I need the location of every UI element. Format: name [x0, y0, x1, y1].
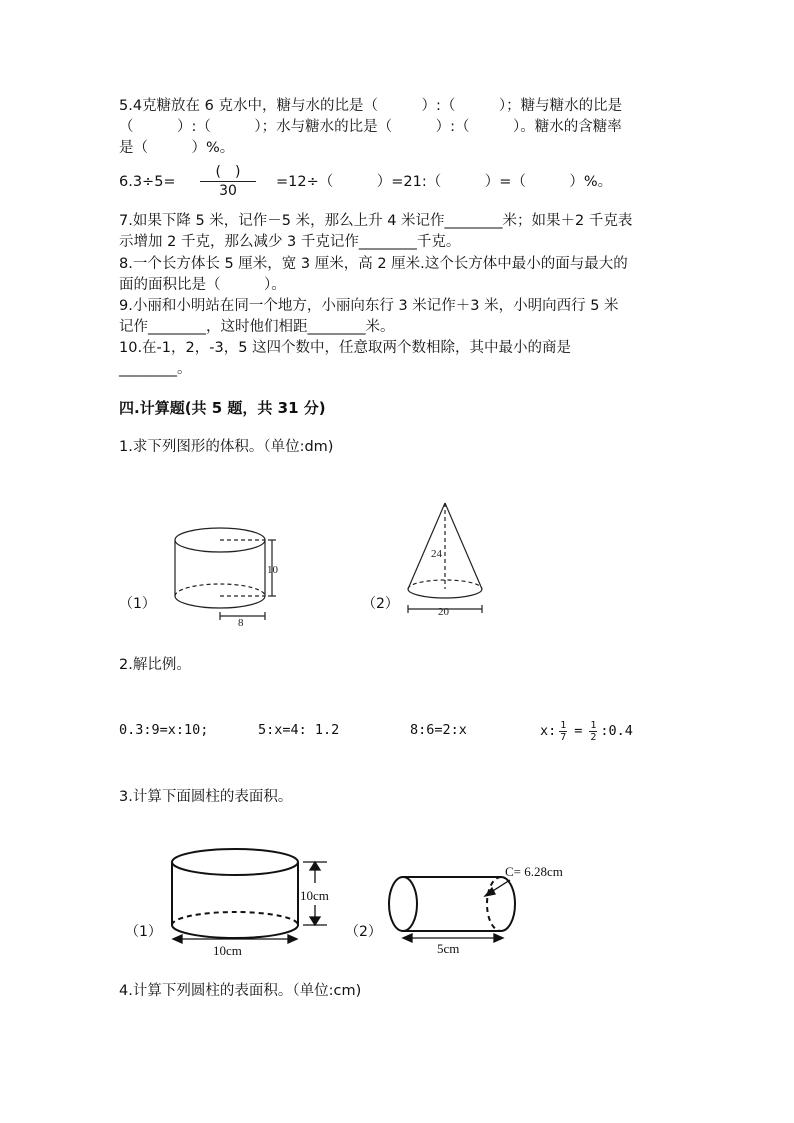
p3-fig2-length: 5cm: [437, 941, 460, 956]
q7-line-2: 示增加 2 千克，那么减少 3 千克记作________千克。: [119, 234, 461, 250]
p2-text: 2.解比例。: [119, 657, 191, 673]
p3-fig1-height: 10cm: [300, 888, 329, 903]
p2-equation-2: 5:x=4: 1.2: [258, 722, 340, 738]
q8-line-1: 8.一个长方体长 5 厘米，宽 3 厘米，高 2 厘米.这个长方体中最小的面与最大的: [119, 256, 628, 272]
p2-equation-3: 8:6=2:x: [410, 722, 467, 738]
q6-suffix: =12÷（ ）=21:（ ）=（ ）%。: [276, 174, 613, 190]
q6-fraction-numerator: ( ): [215, 164, 241, 180]
p2-eq4-tail: :0.4: [600, 723, 633, 739]
p3-fig1-label: （1）: [125, 924, 162, 940]
q8-line-2: 面的面积比是（ ）。: [119, 277, 286, 293]
p1-fig2-height: 24: [431, 548, 442, 560]
p3-text: 3.计算下面圆柱的表面积。: [119, 789, 293, 805]
p4-text: 4.计算下列圆柱的表面积。（单位:cm): [119, 983, 362, 999]
p2-eq4-f2-den: 2: [590, 731, 597, 743]
q9-line-2: 记作________，这时他们相距________米。: [119, 319, 395, 335]
p2-eq4-f1-den: 7: [560, 731, 567, 743]
p1-fig2-diameter: 20: [438, 606, 449, 618]
p3-horizontal-cylinder-figure: [385, 858, 575, 958]
q6-fraction-denominator: 30: [219, 183, 237, 199]
q6-fraction: [200, 164, 256, 199]
p2-equation-1: 0.3:9=x:10;: [119, 722, 209, 738]
q5-line-3: 是（ ）%。: [119, 140, 235, 156]
p3-fig2-circumference: C= 6.28cm: [505, 864, 563, 879]
q10-line-1: 10.在-1，2，-3，5 这四个数中，任意取两个数相除，其中最小的商是: [119, 340, 572, 356]
q6-prefix: 6.3÷5=: [119, 174, 176, 190]
p1-cylinder-figure: [160, 520, 300, 630]
p2-eq4-equals: =: [574, 723, 583, 739]
p2-eq4-fraction-1: [559, 720, 567, 743]
p1-fig1-radius: 8: [238, 617, 244, 629]
p2-eq4-fraction-2: [589, 720, 597, 743]
p3-fig2-label: （2）: [345, 924, 382, 940]
p1-text: 1.求下列图形的体积。（单位:dm): [119, 439, 334, 455]
q10-line-2: ________。: [119, 361, 192, 377]
p1-fig1-height: 10: [267, 564, 278, 576]
q7-line-1: 7.如果下降 5 米，记作－5 米，那么上升 4 米记作________米；如果＋2 千克表: [119, 213, 633, 229]
q5-line-2: （ ）:（ ）；水与糖水的比是（ ）:（ ）。糖水的含糖率: [119, 119, 622, 135]
q9-line-1: 9.小丽和小明站在同一个地方，小丽向东行 3 米记作＋3 米，小明向西行 5 米: [119, 298, 619, 314]
section-title: 四.计算题(共 5 题，共 31 分): [119, 399, 326, 417]
p2-equation-4: [540, 716, 633, 746]
q6-fraction-bar: [200, 181, 256, 182]
p1-fig1-label: （1）: [119, 596, 156, 612]
p1-fig2-label: （2）: [362, 596, 399, 612]
p2-eq4-f2-num: 1: [590, 719, 597, 731]
p3-cylinder-figure: [165, 845, 370, 963]
q5-line-1: 5.4克糖放在 6 克水中，糖与水的比是（ ）:（ ）；糖与糖水的比是: [119, 98, 623, 114]
p3-fig1-diameter: 10cm: [213, 943, 242, 958]
p2-eq4-f1-num: 1: [560, 719, 567, 731]
p2-eq4-x: x:: [540, 723, 557, 739]
p1-cone-figure: [400, 495, 500, 620]
